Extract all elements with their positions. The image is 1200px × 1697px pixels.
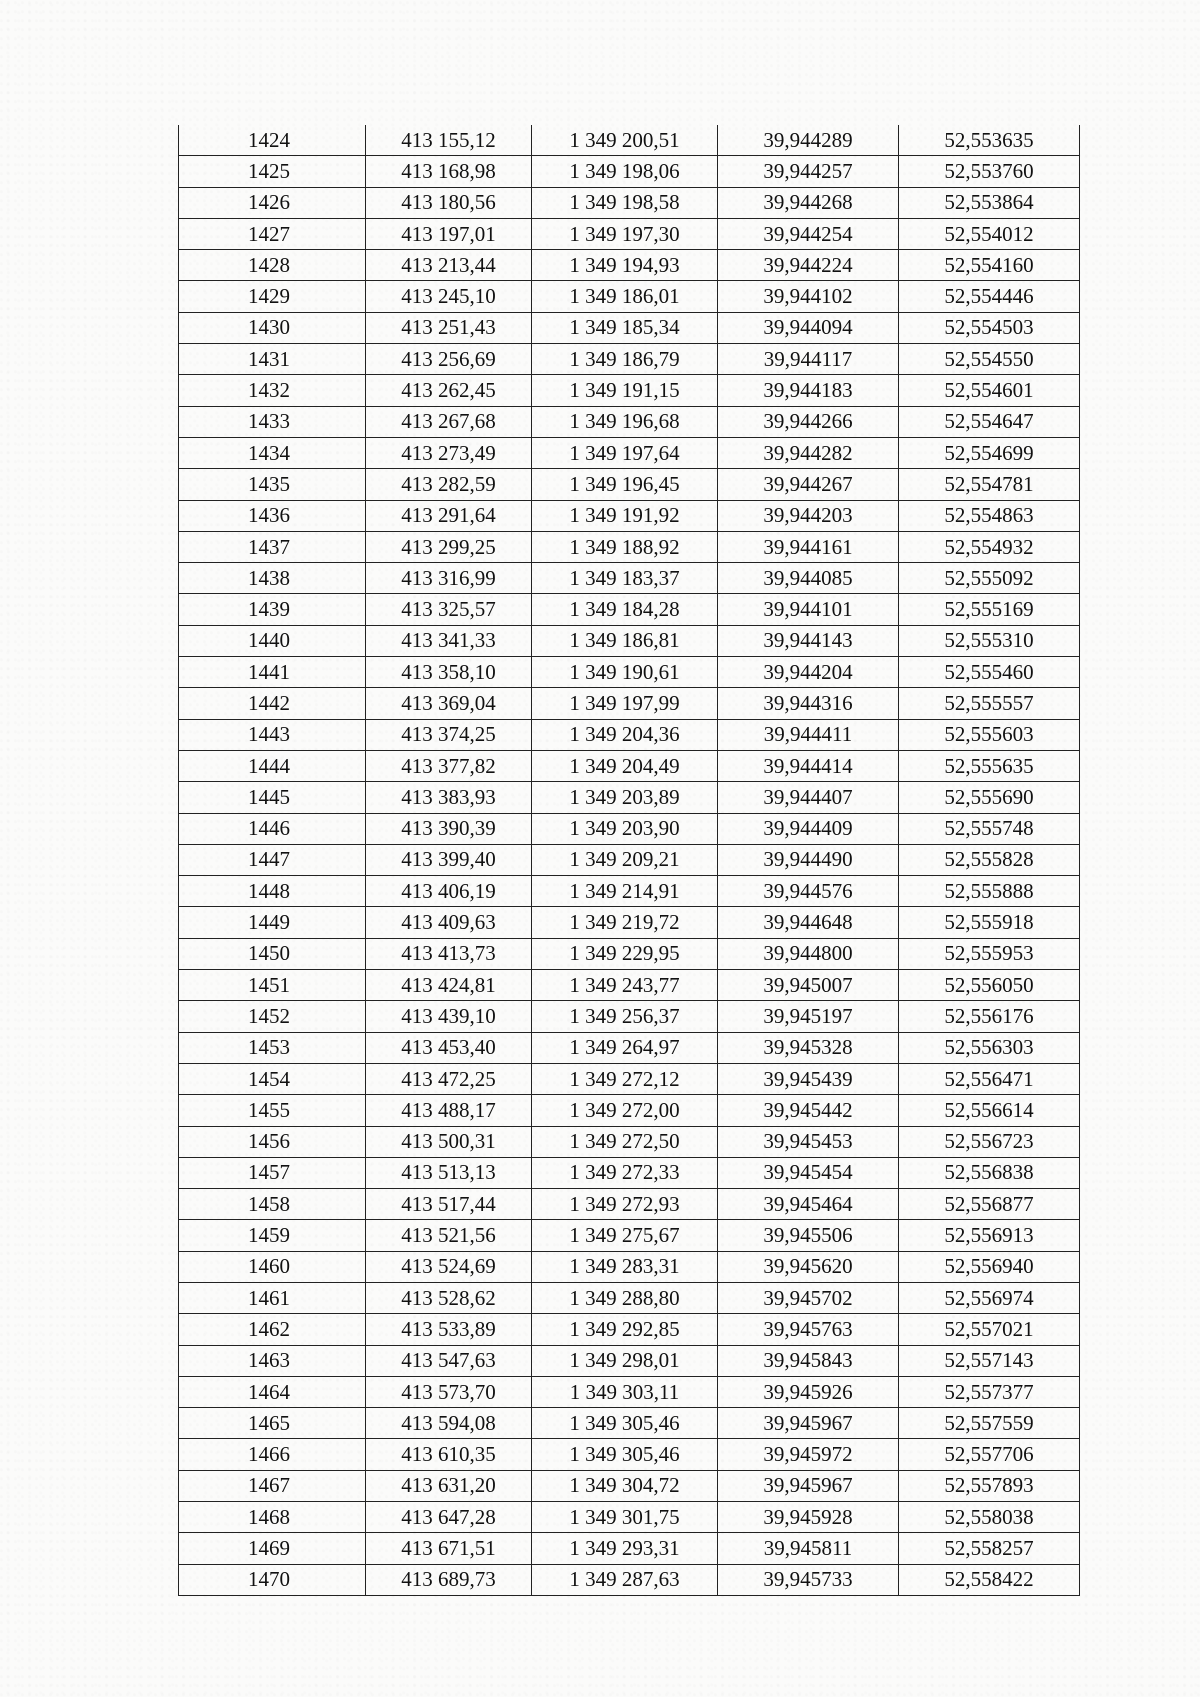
longitude-cell: 52,554601 (899, 375, 1080, 406)
point-number-cell: 1426 (179, 187, 366, 218)
table-row (179, 844, 1080, 875)
point-number-cell: 1460 (179, 1251, 366, 1282)
point-number-cell: 1435 (179, 469, 366, 500)
x-coordinate-cell: 413 528,62 (366, 1282, 532, 1313)
table-row (179, 531, 1080, 562)
x-coordinate-cell: 413 399,40 (366, 844, 532, 875)
table-row (179, 594, 1080, 625)
y-coordinate-cell: 1 349 197,99 (532, 688, 718, 719)
y-coordinate-cell: 1 349 301,75 (532, 1502, 718, 1533)
table-row (179, 375, 1080, 406)
x-coordinate-cell: 413 369,04 (366, 688, 532, 719)
point-number-cell: 1457 (179, 1157, 366, 1188)
latitude-cell: 39,945972 (718, 1439, 899, 1470)
y-coordinate-cell: 1 349 204,36 (532, 719, 718, 750)
point-number-cell: 1463 (179, 1345, 366, 1376)
longitude-cell: 52,554550 (899, 344, 1080, 375)
latitude-cell: 39,945328 (718, 1032, 899, 1063)
table-row (179, 1502, 1080, 1533)
longitude-cell: 52,554699 (899, 437, 1080, 468)
y-coordinate-cell: 1 349 272,50 (532, 1126, 718, 1157)
x-coordinate-cell: 413 341,33 (366, 625, 532, 656)
y-coordinate-cell: 1 349 275,67 (532, 1220, 718, 1251)
point-number-cell: 1446 (179, 813, 366, 844)
table-row (179, 1001, 1080, 1032)
longitude-cell: 52,556940 (899, 1251, 1080, 1282)
point-number-cell: 1467 (179, 1470, 366, 1501)
y-coordinate-cell: 1 349 184,28 (532, 594, 718, 625)
x-coordinate-cell: 413 213,44 (366, 250, 532, 281)
longitude-cell: 52,555169 (899, 594, 1080, 625)
latitude-cell: 39,944117 (718, 344, 899, 375)
y-coordinate-cell: 1 349 200,51 (532, 125, 718, 156)
table-row (179, 1063, 1080, 1094)
table-row (179, 1095, 1080, 1126)
y-coordinate-cell: 1 349 191,15 (532, 375, 718, 406)
latitude-cell: 39,944289 (718, 125, 899, 156)
latitude-cell: 39,945442 (718, 1095, 899, 1126)
x-coordinate-cell: 413 413,73 (366, 938, 532, 969)
latitude-cell: 39,945464 (718, 1189, 899, 1220)
longitude-cell: 52,557377 (899, 1376, 1080, 1407)
table-row (179, 1314, 1080, 1345)
point-number-cell: 1452 (179, 1001, 366, 1032)
latitude-cell: 39,945763 (718, 1314, 899, 1345)
y-coordinate-cell: 1 349 303,11 (532, 1376, 718, 1407)
x-coordinate-cell: 413 316,99 (366, 563, 532, 594)
longitude-cell: 52,557559 (899, 1408, 1080, 1439)
longitude-cell: 52,554446 (899, 281, 1080, 312)
point-number-cell: 1449 (179, 907, 366, 938)
point-number-cell: 1465 (179, 1408, 366, 1439)
latitude-cell: 39,945007 (718, 970, 899, 1001)
longitude-cell: 52,556913 (899, 1220, 1080, 1251)
x-coordinate-cell: 413 180,56 (366, 187, 532, 218)
y-coordinate-cell: 1 349 197,30 (532, 218, 718, 249)
y-coordinate-cell: 1 349 183,37 (532, 563, 718, 594)
table-row (179, 1189, 1080, 1220)
latitude-cell: 39,944094 (718, 312, 899, 343)
y-coordinate-cell: 1 349 191,92 (532, 500, 718, 531)
table-row (179, 406, 1080, 437)
y-coordinate-cell: 1 349 194,93 (532, 250, 718, 281)
point-number-cell: 1431 (179, 344, 366, 375)
x-coordinate-cell: 413 500,31 (366, 1126, 532, 1157)
table-row (179, 250, 1080, 281)
table-row (179, 125, 1080, 156)
y-coordinate-cell: 1 349 272,33 (532, 1157, 718, 1188)
x-coordinate-cell: 413 631,20 (366, 1470, 532, 1501)
longitude-cell: 52,555310 (899, 625, 1080, 656)
point-number-cell: 1455 (179, 1095, 366, 1126)
longitude-cell: 52,555690 (899, 782, 1080, 813)
longitude-cell: 52,557706 (899, 1439, 1080, 1470)
latitude-cell: 39,944411 (718, 719, 899, 750)
longitude-cell: 52,557893 (899, 1470, 1080, 1501)
latitude-cell: 39,944414 (718, 750, 899, 781)
latitude-cell: 39,945702 (718, 1282, 899, 1313)
y-coordinate-cell: 1 349 288,80 (532, 1282, 718, 1313)
y-coordinate-cell: 1 349 186,79 (532, 344, 718, 375)
longitude-cell: 52,554932 (899, 531, 1080, 562)
latitude-cell: 39,944800 (718, 938, 899, 969)
x-coordinate-cell: 413 358,10 (366, 657, 532, 688)
longitude-cell: 52,554781 (899, 469, 1080, 500)
point-number-cell: 1451 (179, 970, 366, 1001)
point-number-cell: 1437 (179, 531, 366, 562)
y-coordinate-cell: 1 349 219,72 (532, 907, 718, 938)
latitude-cell: 39,944576 (718, 876, 899, 907)
point-number-cell: 1427 (179, 218, 366, 249)
table-row (179, 1251, 1080, 1282)
coordinate-table-body (179, 125, 1080, 1595)
point-number-cell: 1439 (179, 594, 366, 625)
point-number-cell: 1429 (179, 281, 366, 312)
y-coordinate-cell: 1 349 305,46 (532, 1408, 718, 1439)
y-coordinate-cell: 1 349 188,92 (532, 531, 718, 562)
x-coordinate-cell: 413 610,35 (366, 1439, 532, 1470)
y-coordinate-cell: 1 349 256,37 (532, 1001, 718, 1032)
latitude-cell: 39,944224 (718, 250, 899, 281)
x-coordinate-cell: 413 472,25 (366, 1063, 532, 1094)
table-row (179, 876, 1080, 907)
longitude-cell: 52,554503 (899, 312, 1080, 343)
latitude-cell: 39,944409 (718, 813, 899, 844)
latitude-cell: 39,944254 (718, 218, 899, 249)
longitude-cell: 52,555603 (899, 719, 1080, 750)
point-number-cell: 1442 (179, 688, 366, 719)
x-coordinate-cell: 413 383,93 (366, 782, 532, 813)
table-row (179, 907, 1080, 938)
table-row (179, 469, 1080, 500)
table-row (179, 312, 1080, 343)
table-row (179, 1032, 1080, 1063)
longitude-cell: 52,554160 (899, 250, 1080, 281)
table-row (179, 500, 1080, 531)
point-number-cell: 1440 (179, 625, 366, 656)
y-coordinate-cell: 1 349 229,95 (532, 938, 718, 969)
x-coordinate-cell: 413 291,64 (366, 500, 532, 531)
longitude-cell: 52,554863 (899, 500, 1080, 531)
y-coordinate-cell: 1 349 214,91 (532, 876, 718, 907)
x-coordinate-cell: 413 267,68 (366, 406, 532, 437)
latitude-cell: 39,944266 (718, 406, 899, 437)
point-number-cell: 1454 (179, 1063, 366, 1094)
y-coordinate-cell: 1 349 292,85 (532, 1314, 718, 1345)
table-row (179, 156, 1080, 187)
point-number-cell: 1438 (179, 563, 366, 594)
y-coordinate-cell: 1 349 298,01 (532, 1345, 718, 1376)
latitude-cell: 39,945928 (718, 1502, 899, 1533)
x-coordinate-cell: 413 524,69 (366, 1251, 532, 1282)
longitude-cell: 52,555828 (899, 844, 1080, 875)
latitude-cell: 39,944268 (718, 187, 899, 218)
x-coordinate-cell: 413 439,10 (366, 1001, 532, 1032)
point-number-cell: 1470 (179, 1564, 366, 1595)
x-coordinate-cell: 413 168,98 (366, 156, 532, 187)
table-row (179, 719, 1080, 750)
point-number-cell: 1434 (179, 437, 366, 468)
table-row (179, 1220, 1080, 1251)
table-row (179, 1376, 1080, 1407)
longitude-cell: 52,555888 (899, 876, 1080, 907)
point-number-cell: 1456 (179, 1126, 366, 1157)
table-row (179, 563, 1080, 594)
longitude-cell: 52,556303 (899, 1032, 1080, 1063)
latitude-cell: 39,944101 (718, 594, 899, 625)
latitude-cell: 39,944282 (718, 437, 899, 468)
x-coordinate-cell: 413 282,59 (366, 469, 532, 500)
x-coordinate-cell: 413 377,82 (366, 750, 532, 781)
latitude-cell: 39,945967 (718, 1408, 899, 1439)
y-coordinate-cell: 1 349 293,31 (532, 1533, 718, 1564)
longitude-cell: 52,555557 (899, 688, 1080, 719)
table-row (179, 625, 1080, 656)
longitude-cell: 52,556614 (899, 1095, 1080, 1126)
x-coordinate-cell: 413 573,70 (366, 1376, 532, 1407)
y-coordinate-cell: 1 349 283,31 (532, 1251, 718, 1282)
y-coordinate-cell: 1 349 304,72 (532, 1470, 718, 1501)
point-number-cell: 1448 (179, 876, 366, 907)
point-number-cell: 1453 (179, 1032, 366, 1063)
y-coordinate-cell: 1 349 272,93 (532, 1189, 718, 1220)
longitude-cell: 52,555748 (899, 813, 1080, 844)
point-number-cell: 1466 (179, 1439, 366, 1470)
x-coordinate-cell: 413 390,39 (366, 813, 532, 844)
longitude-cell: 52,558257 (899, 1533, 1080, 1564)
y-coordinate-cell: 1 349 198,58 (532, 187, 718, 218)
x-coordinate-cell: 413 299,25 (366, 531, 532, 562)
longitude-cell: 52,555092 (899, 563, 1080, 594)
latitude-cell: 39,945454 (718, 1157, 899, 1188)
point-number-cell: 1436 (179, 500, 366, 531)
latitude-cell: 39,944102 (718, 281, 899, 312)
table-row (179, 437, 1080, 468)
point-number-cell: 1433 (179, 406, 366, 437)
table-row (179, 1345, 1080, 1376)
longitude-cell: 52,556050 (899, 970, 1080, 1001)
latitude-cell: 39,945967 (718, 1470, 899, 1501)
latitude-cell: 39,944204 (718, 657, 899, 688)
table-row (179, 1157, 1080, 1188)
longitude-cell: 52,556877 (899, 1189, 1080, 1220)
x-coordinate-cell: 413 273,49 (366, 437, 532, 468)
point-number-cell: 1424 (179, 125, 366, 156)
latitude-cell: 39,944183 (718, 375, 899, 406)
latitude-cell: 39,944203 (718, 500, 899, 531)
x-coordinate-cell: 413 325,57 (366, 594, 532, 625)
longitude-cell: 52,556974 (899, 1282, 1080, 1313)
longitude-cell: 52,554647 (899, 406, 1080, 437)
y-coordinate-cell: 1 349 198,06 (532, 156, 718, 187)
longitude-cell: 52,556723 (899, 1126, 1080, 1157)
table-row (179, 657, 1080, 688)
y-coordinate-cell: 1 349 186,01 (532, 281, 718, 312)
x-coordinate-cell: 413 256,69 (366, 344, 532, 375)
point-number-cell: 1462 (179, 1314, 366, 1345)
longitude-cell: 52,557143 (899, 1345, 1080, 1376)
table-row (179, 1126, 1080, 1157)
table-row (179, 970, 1080, 1001)
y-coordinate-cell: 1 349 272,12 (532, 1063, 718, 1094)
x-coordinate-cell: 413 197,01 (366, 218, 532, 249)
point-number-cell: 1428 (179, 250, 366, 281)
longitude-cell: 52,553760 (899, 156, 1080, 187)
x-coordinate-cell: 413 513,13 (366, 1157, 532, 1188)
latitude-cell: 39,945843 (718, 1345, 899, 1376)
point-number-cell: 1441 (179, 657, 366, 688)
table-row (179, 344, 1080, 375)
x-coordinate-cell: 413 547,63 (366, 1345, 532, 1376)
y-coordinate-cell: 1 349 197,64 (532, 437, 718, 468)
latitude-cell: 39,945439 (718, 1063, 899, 1094)
longitude-cell: 52,555953 (899, 938, 1080, 969)
y-coordinate-cell: 1 349 203,90 (532, 813, 718, 844)
coordinate-table-container (178, 125, 1068, 1596)
y-coordinate-cell: 1 349 272,00 (532, 1095, 718, 1126)
table-row (179, 1470, 1080, 1501)
latitude-cell: 39,944257 (718, 156, 899, 187)
point-number-cell: 1459 (179, 1220, 366, 1251)
point-number-cell: 1464 (179, 1376, 366, 1407)
y-coordinate-cell: 1 349 287,63 (532, 1564, 718, 1595)
point-number-cell: 1461 (179, 1282, 366, 1313)
coordinate-table (178, 125, 1080, 1596)
x-coordinate-cell: 413 594,08 (366, 1408, 532, 1439)
point-number-cell: 1425 (179, 156, 366, 187)
y-coordinate-cell: 1 349 243,77 (532, 970, 718, 1001)
latitude-cell: 39,944143 (718, 625, 899, 656)
point-number-cell: 1450 (179, 938, 366, 969)
point-number-cell: 1430 (179, 312, 366, 343)
longitude-cell: 52,556471 (899, 1063, 1080, 1094)
x-coordinate-cell: 413 517,44 (366, 1189, 532, 1220)
x-coordinate-cell: 413 262,45 (366, 375, 532, 406)
table-row (179, 1533, 1080, 1564)
point-number-cell: 1468 (179, 1502, 366, 1533)
y-coordinate-cell: 1 349 209,21 (532, 844, 718, 875)
point-number-cell: 1444 (179, 750, 366, 781)
x-coordinate-cell: 413 251,43 (366, 312, 532, 343)
longitude-cell: 52,558422 (899, 1564, 1080, 1595)
point-number-cell: 1469 (179, 1533, 366, 1564)
latitude-cell: 39,944085 (718, 563, 899, 594)
y-coordinate-cell: 1 349 186,81 (532, 625, 718, 656)
y-coordinate-cell: 1 349 305,46 (532, 1439, 718, 1470)
table-row (179, 218, 1080, 249)
y-coordinate-cell: 1 349 204,49 (532, 750, 718, 781)
latitude-cell: 39,944316 (718, 688, 899, 719)
longitude-cell: 52,558038 (899, 1502, 1080, 1533)
point-number-cell: 1445 (179, 782, 366, 813)
x-coordinate-cell: 413 409,63 (366, 907, 532, 938)
point-number-cell: 1432 (179, 375, 366, 406)
x-coordinate-cell: 413 374,25 (366, 719, 532, 750)
latitude-cell: 39,945506 (718, 1220, 899, 1251)
table-row (179, 750, 1080, 781)
latitude-cell: 39,945620 (718, 1251, 899, 1282)
x-coordinate-cell: 413 406,19 (366, 876, 532, 907)
table-row (179, 281, 1080, 312)
x-coordinate-cell: 413 671,51 (366, 1533, 532, 1564)
table-row (179, 1564, 1080, 1595)
y-coordinate-cell: 1 349 185,34 (532, 312, 718, 343)
y-coordinate-cell: 1 349 264,97 (532, 1032, 718, 1063)
y-coordinate-cell: 1 349 190,61 (532, 657, 718, 688)
latitude-cell: 39,945811 (718, 1533, 899, 1564)
x-coordinate-cell: 413 424,81 (366, 970, 532, 1001)
table-row (179, 1439, 1080, 1470)
latitude-cell: 39,944490 (718, 844, 899, 875)
longitude-cell: 52,554012 (899, 218, 1080, 249)
latitude-cell: 39,945197 (718, 1001, 899, 1032)
x-coordinate-cell: 413 647,28 (366, 1502, 532, 1533)
point-number-cell: 1447 (179, 844, 366, 875)
x-coordinate-cell: 413 689,73 (366, 1564, 532, 1595)
latitude-cell: 39,945733 (718, 1564, 899, 1595)
longitude-cell: 52,556838 (899, 1157, 1080, 1188)
point-number-cell: 1443 (179, 719, 366, 750)
longitude-cell: 52,553635 (899, 125, 1080, 156)
table-row (179, 938, 1080, 969)
table-row (179, 1408, 1080, 1439)
y-coordinate-cell: 1 349 196,45 (532, 469, 718, 500)
table-row (179, 187, 1080, 218)
latitude-cell: 39,945453 (718, 1126, 899, 1157)
x-coordinate-cell: 413 453,40 (366, 1032, 532, 1063)
latitude-cell: 39,945926 (718, 1376, 899, 1407)
x-coordinate-cell: 413 155,12 (366, 125, 532, 156)
latitude-cell: 39,944267 (718, 469, 899, 500)
x-coordinate-cell: 413 533,89 (366, 1314, 532, 1345)
longitude-cell: 52,557021 (899, 1314, 1080, 1345)
x-coordinate-cell: 413 488,17 (366, 1095, 532, 1126)
table-row (179, 1282, 1080, 1313)
x-coordinate-cell: 413 245,10 (366, 281, 532, 312)
longitude-cell: 52,555918 (899, 907, 1080, 938)
latitude-cell: 39,944161 (718, 531, 899, 562)
point-number-cell: 1458 (179, 1189, 366, 1220)
y-coordinate-cell: 1 349 203,89 (532, 782, 718, 813)
table-row (179, 688, 1080, 719)
longitude-cell: 52,555635 (899, 750, 1080, 781)
table-row (179, 813, 1080, 844)
longitude-cell: 52,553864 (899, 187, 1080, 218)
y-coordinate-cell: 1 349 196,68 (532, 406, 718, 437)
latitude-cell: 39,944648 (718, 907, 899, 938)
longitude-cell: 52,556176 (899, 1001, 1080, 1032)
longitude-cell: 52,555460 (899, 657, 1080, 688)
latitude-cell: 39,944407 (718, 782, 899, 813)
x-coordinate-cell: 413 521,56 (366, 1220, 532, 1251)
table-row (179, 782, 1080, 813)
